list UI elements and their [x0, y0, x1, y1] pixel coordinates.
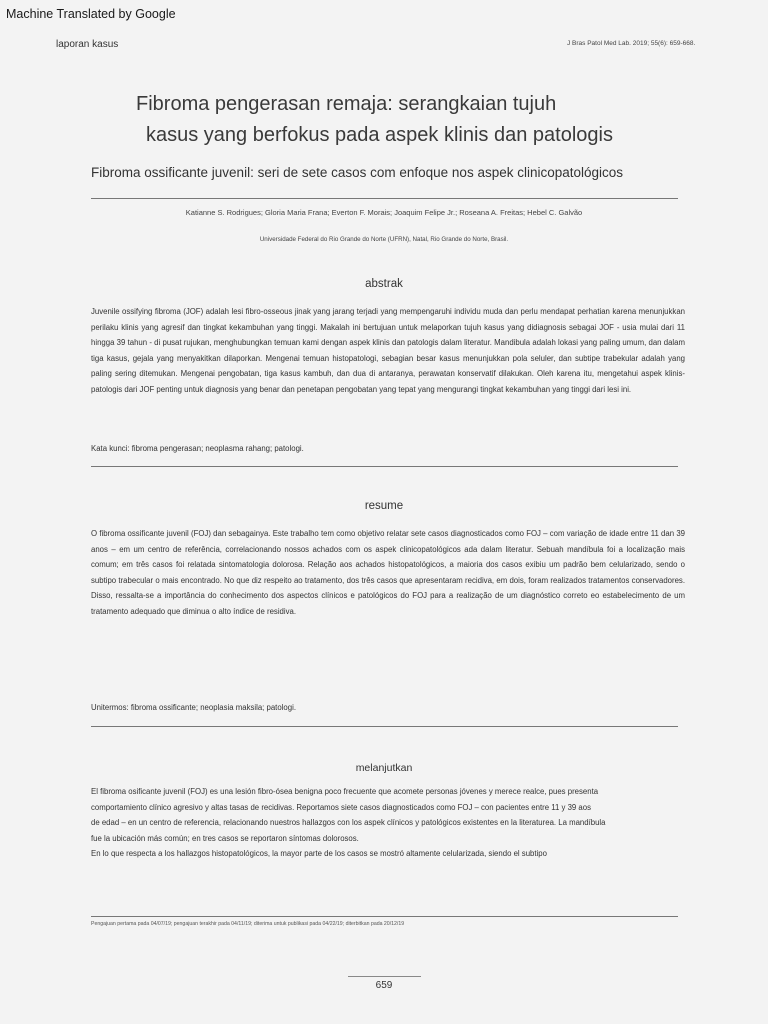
article-title-line-1: Fibroma pengerasan remaja: serangkaian tujuh: [136, 93, 557, 115]
page-number: 659: [375, 980, 393, 991]
page-number-rule: [348, 976, 421, 977]
affiliation: Universidade Federal do Rio Grande do Norte (UFRN), Natal, Rio Grande do Norte, Brasil.: [259, 236, 509, 243]
melanjutkan-body: [91, 784, 685, 862]
melanjutkan-line: comportamiento clínico agresivo y altas tasas de recidivas. Reportamos siete casos diagnosticados como FOJ – con pacientes entre 11 y 39 aos: [91, 802, 591, 812]
melanjutkan-line: de edad – en un centro de referencia, relacionando nuestros hallazgos con los aspek clínicos y patológicos existentes en la literaturea. La mandíbula: [91, 818, 606, 827]
divider: [91, 726, 678, 727]
footnote-divider: [91, 916, 678, 917]
melanjutkan-line: El fibroma osificante juvenil (FOJ) es una lesión fibro-ósea benigna poco frecuente que acomete personas jóvenes y merece realce, pues presenta: [91, 787, 599, 796]
melanjutkan-line: En lo que respecta a los hallazgos histopatológicos, la mayor parte de los casos se mostró altamente celularizada, siendo el subtipo: [91, 849, 547, 858]
resume-heading: resume: [364, 500, 404, 512]
abstract-body: Juvenile ossifying fibroma (JOF) adalah lesi fibro-osseous jinak yang jarang terjadi yang mempengaruhi individu muda dan perlu mendapat perhatian karena menunjukkan perilaku klinis yang agresif dan tingkat kekambuhan yang tinggi. Makalah ini bertujuan untuk melaporkan tujuh kasus yang didiagnosis sebagai JOF - usia mulai dari 11 hingga 39 tahun - di pusat rujukan, menghubungkan temuan kami dengan aspek klinis dan patologis dalam literatur. Mandibula adalah lokasi yang paling umum, dan dalam tiga kasus, gejala yang menyakitkan dilaporkan. Mengenai temuan histopatologi, sebagian besar kasus menunjukkan pola seluler, dan subtipe trabekular adalah yang paling sering ditemukan. Mengenai pengobatan, tiga kasus kambuh, dan dua di antaranya, perawatan konservatif dilakukan. Oleh karena itu, mengetahui aspek klinis-patologis dari JOF penting untuk diagnosis yang benar dan penetapan pengobatan yang tepat yang mengurangi tingkat kekambuhan yang tinggi dari lesi ini.: [91, 307, 685, 394]
resume-body: O fibroma ossificante juvenil (FOJ) dan sebagainya. Este trabalho tem como objetivo relatar sete casos diagnosticados como FOJ – com variação de idade entre 11 dan 39 anos – em um centro de referência, correlacionando nossos achados com os aspek clinicopatológicos ada dalam literatur. Sebuah mandíbula foi a localização mais comum; em três casos foi relatada sintomatologia dolorosa. Relação aos achados histopatológicos, a maioria dos casos exibiu um padrão bem celularizado, sendo o subtipo trabecular o mais encontrado. No que diz respeito ao tratamento, dos três casos que apresentaram recidiva, em dois, foram realizados tratamentos conservadores. Disso, ressalta-se a importância do conhecimento dos aspectos clínicos e patológicos do FOJ para a realização de um diagnóstico correto eo estabelecimento de um tratamento adequado que diminua o alto índice de residiva.: [91, 529, 685, 616]
melanjutkan-heading: melanjutkan: [355, 762, 413, 774]
abstract-keywords: Kata kunci: fibroma pengerasan; neoplasma rahang; patologi.: [91, 444, 304, 453]
resume-keywords: Unitermos: fibroma ossificante; neoplasia maksila; patologi.: [91, 703, 296, 712]
article-type-label: laporan kasus: [56, 39, 119, 50]
article-title-line-2: kasus yang berfokus pada aspek klinis dan patologis: [146, 124, 613, 146]
submission-footnote: Pengajuan pertama pada 04/07/19; pengajuan terakhir pada 04/11/19; diterima untuk publikasi pada 04/22/19; diterbitkan pada 20/12/19: [91, 921, 405, 927]
article-subtitle: Fibroma ossificante juvenil: seri de sete casos com enfoque nos aspek clinicopatológicos: [91, 165, 624, 180]
abstract-heading: abstrak: [365, 278, 403, 290]
melanjutkan-line: fue la ubicación más común; en tres casos se reportaron síntomas dolorosos.: [91, 833, 359, 843]
machine-translation-banner: Machine Translated by Google: [6, 7, 176, 21]
divider: [91, 466, 678, 467]
divider: [91, 198, 678, 199]
author-list: Katianne S. Rodrigues; Gloria Maria Frana; Everton F. Morais; Joaquim Felipe Jr.; Roseana A. Freitas; Hebel C. Galvão: [185, 208, 583, 217]
journal-citation: J Bras Patol Med Lab. 2019; 55(6): 659-668.: [567, 40, 696, 47]
